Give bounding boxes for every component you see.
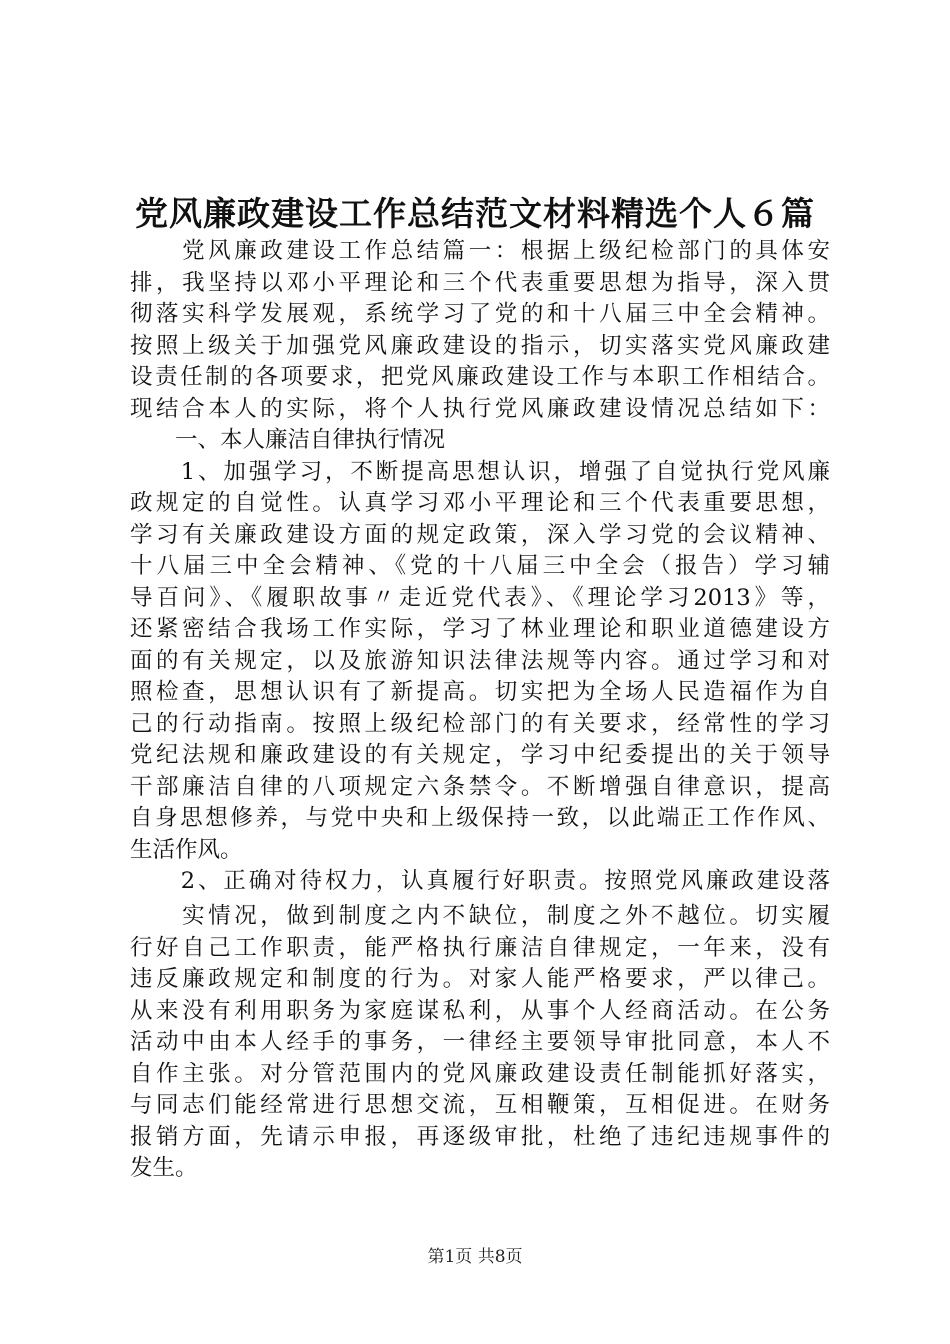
text-line: 照检查，思想认识有了新提高。切实把为全场人民造福作为自 [130, 679, 830, 705]
text-line: 发生。 [130, 1155, 198, 1181]
text-line: 行好自己工作职责，能严格执行廉洁自律规定，一年来，没有 [130, 934, 830, 961]
body-text-upper [130, 236, 830, 898]
text-line: 2、正确对待权力，认真履行好职责。按照党风廉政建设落 [130, 868, 830, 894]
text-line: 活动中由本人经手的事务，一律经主要领导审批同意，本人不 [130, 1029, 830, 1055]
text-line: 党纪法规和廉政建设的有关规定，学习中纪委提出的关于领导 [130, 742, 830, 768]
text-line: 干部廉洁自律的八项规定六条禁令。不断增强自律意识，提高 [130, 773, 830, 800]
text-line: 党风廉政建设工作总结篇一：根据上级纪检部门的具体安 [130, 238, 830, 264]
text-line: 面的有关规定，以及旅游知识法律法规等内容。通过学习和对 [130, 647, 830, 674]
text-line: 导百问》、《履职故事〃走近党代表》、《理论学习2013》等， [130, 584, 830, 611]
text-line: 还紧密结合我场工作实际，学习了林业理论和职业道德建设方 [130, 616, 830, 642]
text-line: 按照上级关于加强党风廉政建设的指示，切实落实党风廉政建 [130, 332, 830, 359]
text-line: 彻落实科学发展观，系统学习了党的和十八届三中全会精神。 [130, 301, 830, 327]
text-line: 生活作风。 [130, 836, 243, 863]
text-line: 政规定的自觉性。认真学习邓小平理论和三个代表重要思想， [130, 490, 830, 516]
text-line: 现结合本人的实际，将个人执行党风廉政建设情况总结如下： [130, 395, 830, 422]
text-line: 违反廉政规定和制度的行为。对家人能严格要求，严以律己。 [130, 966, 830, 992]
text-line: 实情况，做到制度之内不缺位，制度之外不越位。切实履 [130, 903, 830, 929]
text-line: 与同志们能经常进行思想交流，互相鞭策，互相促进。在财务 [130, 1092, 830, 1118]
text-line: 学习有关廉政建设方面的规定政策，深入学习党的会议精神、 [130, 521, 830, 548]
section-heading: 一、本人廉洁自律执行情况 [130, 427, 446, 453]
text-line: 己的行动指南。按照上级纪检部门的有关要求，经常性的学习 [130, 710, 830, 737]
text-line: 十八届三中全会精神、《党的十八届三中全会（报告）学习辅 [130, 553, 830, 579]
text-line: 排，我坚持以邓小平理论和三个代表重要思想为指导，深入贯 [130, 269, 830, 296]
text-line: 设责任制的各项要求，把党风廉政建设工作与本职工作相结合。 [130, 364, 830, 390]
document-title: 党风廉政建设工作总结范文材料精选个人６篇 [135, 194, 815, 233]
text-line: 自身思想修养，与党中央和上级保持一致，以此端正工作作风、 [130, 805, 830, 831]
text-line: 自作主张。对分管范围内的党风廉政建设责任制能抓好落实， [130, 1060, 830, 1087]
text-line: 1、加强学习，不断提高思想认识，增强了自觉执行党风廉 [130, 458, 830, 485]
page-number: 第1页 共8页 [427, 1247, 523, 1267]
text-line: 报销方面，先请示申报，再逐级审批，杜绝了违纪违规事件的 [130, 1123, 830, 1150]
body-text-lower [130, 901, 830, 1185]
text-line: 从来没有利用职务为家庭谋私利，从事个人经商活动。在公务 [130, 997, 830, 1024]
